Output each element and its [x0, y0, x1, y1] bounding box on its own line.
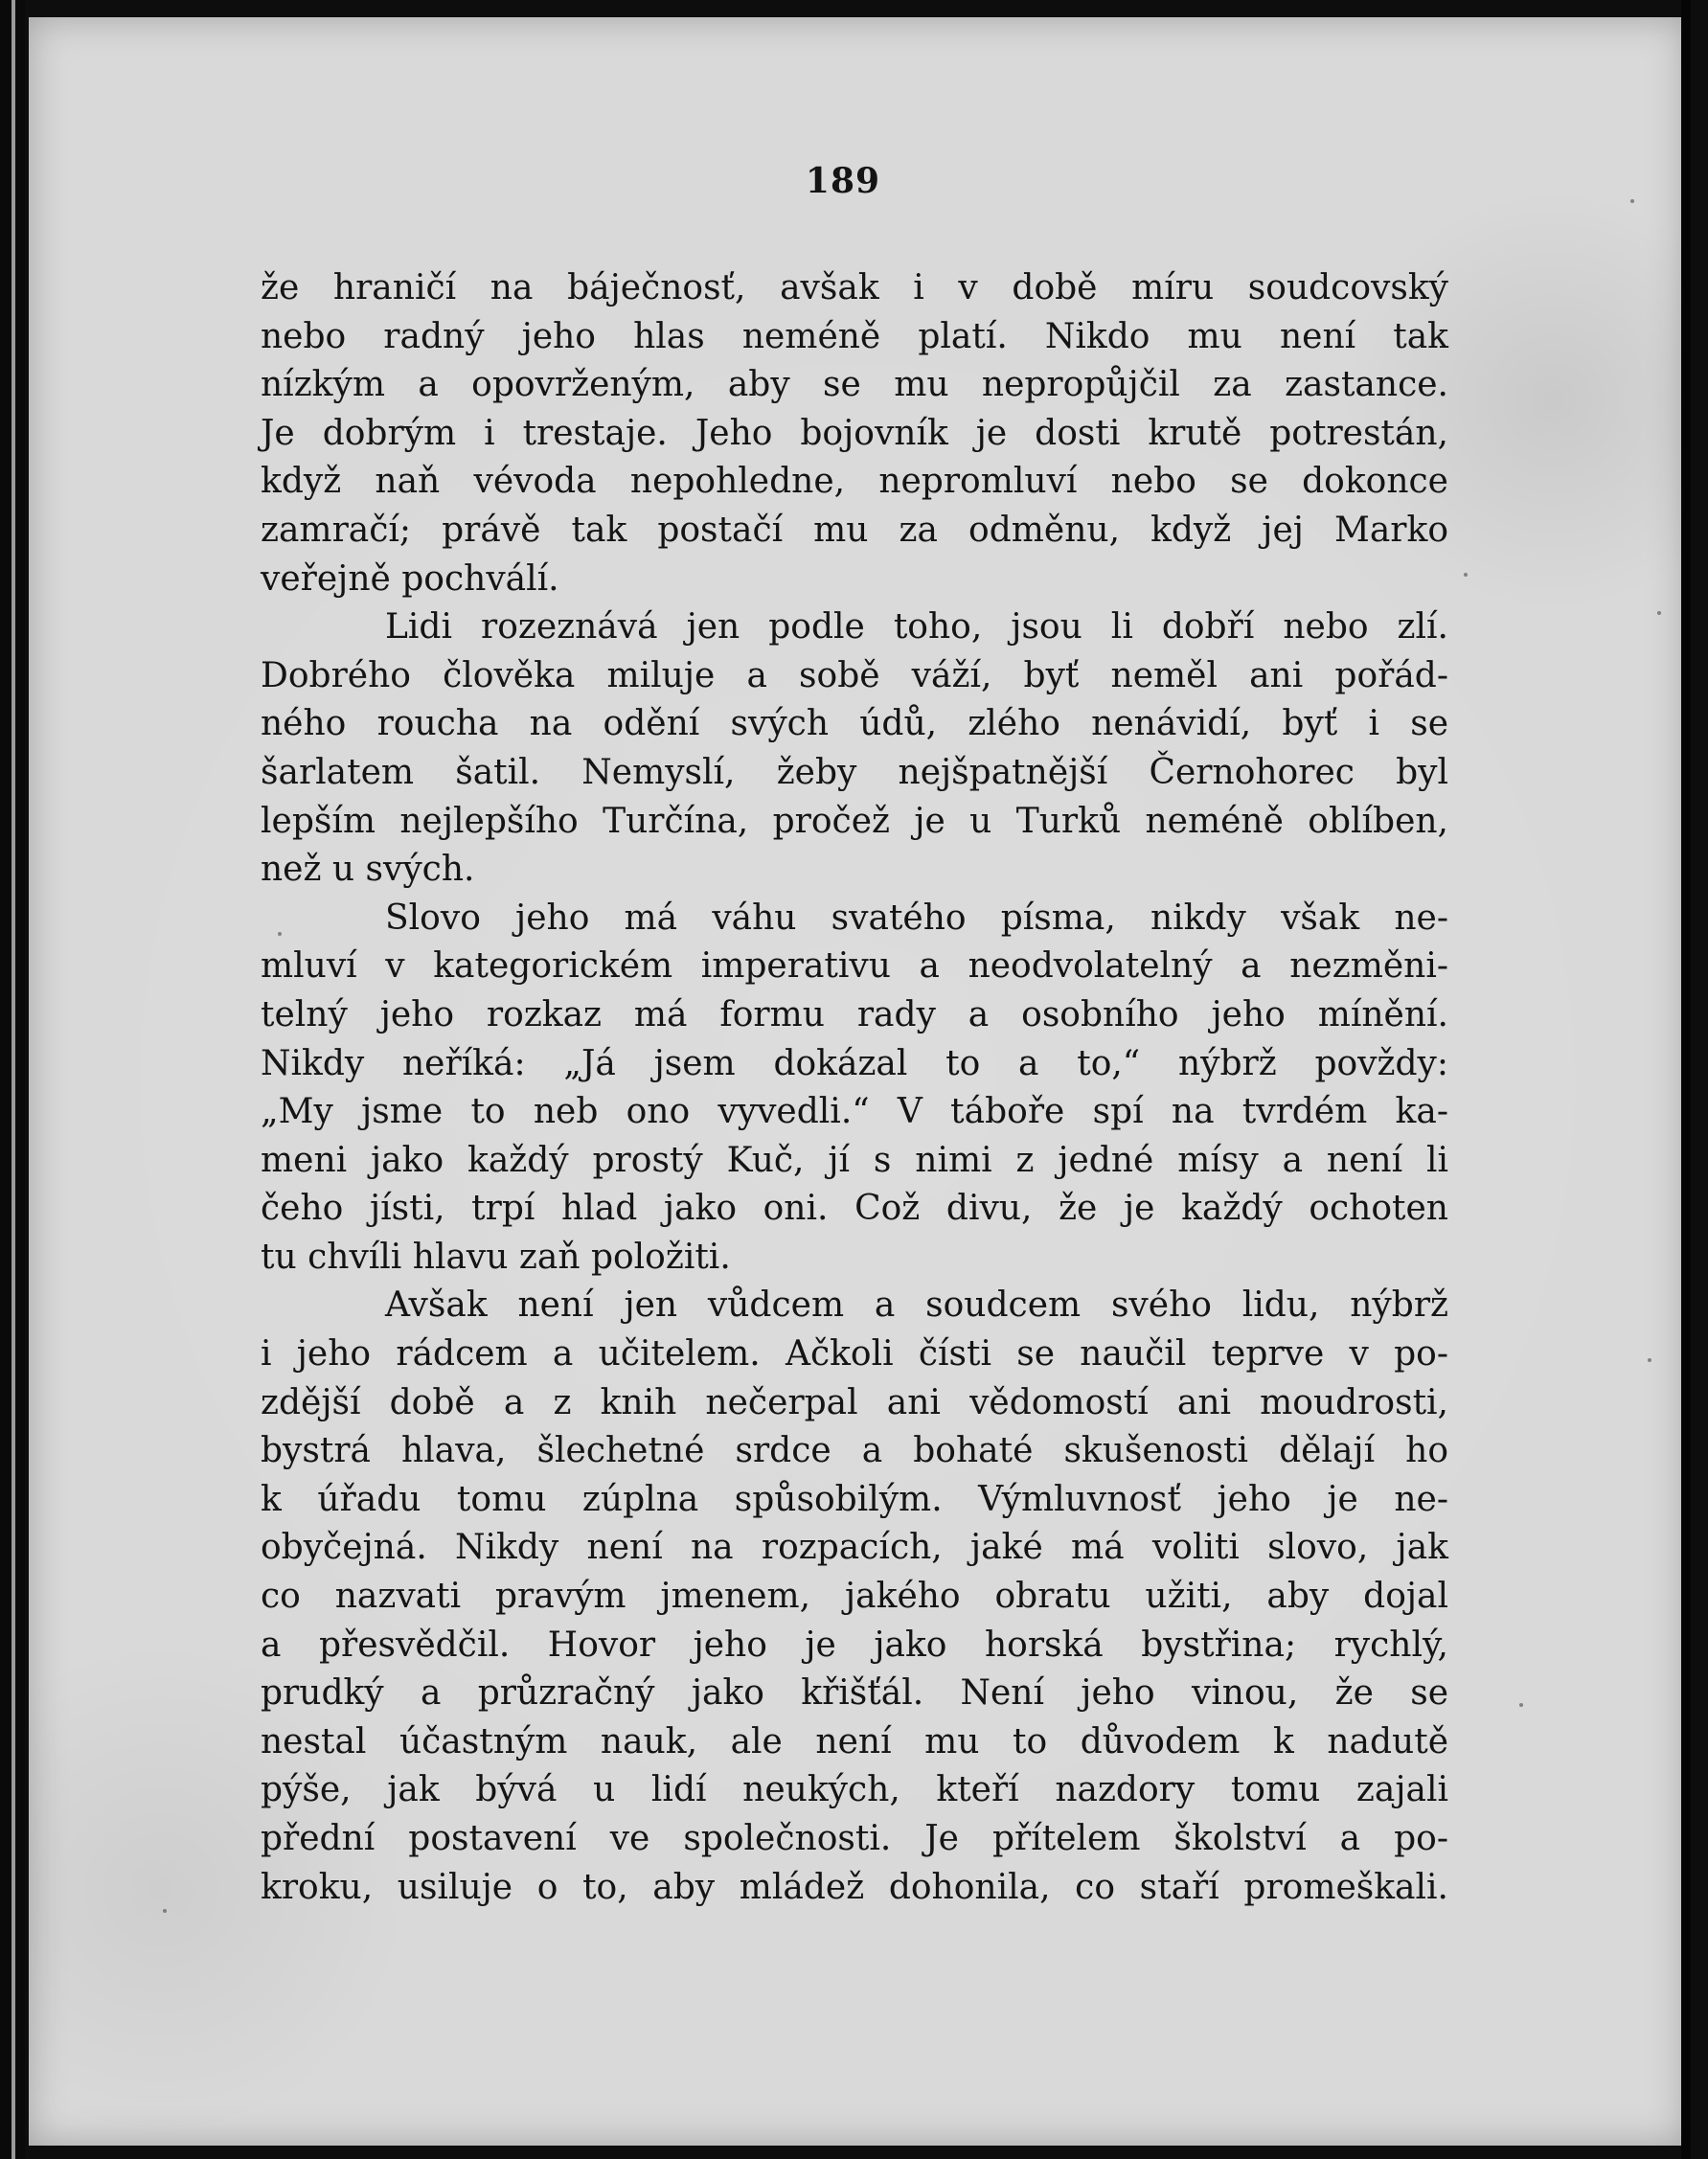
- text-line: než u svých.: [261, 850, 475, 890]
- text-line: kroku, usiluje o to, aby mládež dohonila, co staří promeškali.: [261, 1867, 1448, 1907]
- text-line: Lidi rozeznává jen podle toho, jsou li dobří nebo zlí.: [385, 607, 1448, 648]
- text-line: ného roucha na odění svých údů, zlého nenávidí, byť i se: [261, 704, 1448, 744]
- speck: [1519, 1703, 1523, 1707]
- text-line: přední postavení ve společnosti. Je přítelem školství a po-: [261, 1819, 1448, 1858]
- text-line: že hraničí na báječnosť, avšak i v době míru soudcovský: [261, 268, 1448, 307]
- text-line: obyčejná. Nikdy není na rozpacích, jaké má voliti slovo, jak: [261, 1528, 1448, 1568]
- text-line: Slovo jeho má váhu svatého písma, nikdy však ne-: [385, 898, 1448, 938]
- text-line: Nikdy neříká: „Já jsem dokázal to a to,“ nýbrž povždy:: [261, 1043, 1448, 1083]
- text-line: Avšak není jen vůdcem a soudcem svého lidu, nýbrž: [385, 1285, 1448, 1326]
- text-line: Je dobrým i trestaje. Jeho bojovník je dosti krutě potrestán,: [261, 413, 1448, 453]
- text-line: telný jeho rozkaz má formu rady a osobního jeho mínění.: [261, 994, 1448, 1034]
- text-line: čeho jísti, trpí hlad jako oni. Což divu, že je každý ochoten: [261, 1189, 1448, 1229]
- text-line: veřejně pochválí.: [261, 558, 559, 599]
- page-number: 189: [805, 161, 881, 201]
- text-line: bystrá hlava, šlechetné srdce a bohaté skušenosti dělají ho: [261, 1431, 1448, 1471]
- speck: [1657, 611, 1661, 615]
- scan-left-edge: [11, 0, 15, 2159]
- text-line: nestal účastným nauk, ale není mu to důvodem k nadutě: [261, 1721, 1448, 1761]
- text-line: k úřadu tomu zúplna spůsobilým. Výmluvnosť jeho je ne-: [261, 1479, 1448, 1519]
- text-line: prudký a průzračný jako křišťál. Není jeho vinou, že se: [261, 1673, 1448, 1714]
- text-line: meni jako každý prostý Kuč, jí s nimi z jedné mísy a není li: [261, 1140, 1448, 1180]
- text-line: tu chvíli hlavu zaň položiti.: [261, 1237, 731, 1277]
- body-text: [261, 264, 1448, 1912]
- speck: [1648, 1358, 1651, 1362]
- speck: [163, 1909, 167, 1913]
- text-line: lepším nejlepšího Turčína, pročež je u Turků neméně oblíben,: [261, 801, 1448, 841]
- text-line: Dobrého člověka miluje a sobě váží, byť neměl ani pořád-: [261, 655, 1448, 695]
- text-line: a přesvědčil. Hovor jeho je jako horská bystřina; rychlý,: [261, 1625, 1448, 1665]
- text-line: zdější době a z knih nečerpal ani vědomostí ani moudrosti,: [261, 1382, 1448, 1422]
- speck: [1464, 573, 1468, 577]
- text-line: zamračí; právě tak postačí mu za odměnu, když jej Marko: [261, 510, 1448, 550]
- scan-right-shadow: [1681, 0, 1691, 2159]
- text-line: šarlatem šatil. Nemyslí, žeby nejšpatnější Černohorec byl: [261, 752, 1448, 792]
- text-line: pýše, jak bývá u lidí neukých, kteří nazdory tomu zajali: [261, 1770, 1448, 1810]
- text-line: nízkým a opovrženým, aby se mu nepropůjčil za zastance.: [261, 365, 1448, 405]
- text-line: nebo radný jeho hlas neméně platí. Nikdo mu není tak: [261, 316, 1448, 356]
- text-line: i jeho rádcem a učitelem. Ačkoli čísti se naučil teprve v po-: [261, 1334, 1448, 1375]
- text-line: mluví v kategorickém imperativu a neodvolatelný a nezměni-: [261, 946, 1448, 987]
- text-line: co nazvati pravým jmenem, jakého obratu užiti, aby dojal: [261, 1577, 1448, 1617]
- text-line: když naň vévoda nepohledne, nepromluví nebo se dokonce: [261, 462, 1448, 502]
- text-line: „My jsme to neb ono vyvedli.“ V táboře spí na tvrdém ka-: [261, 1092, 1448, 1132]
